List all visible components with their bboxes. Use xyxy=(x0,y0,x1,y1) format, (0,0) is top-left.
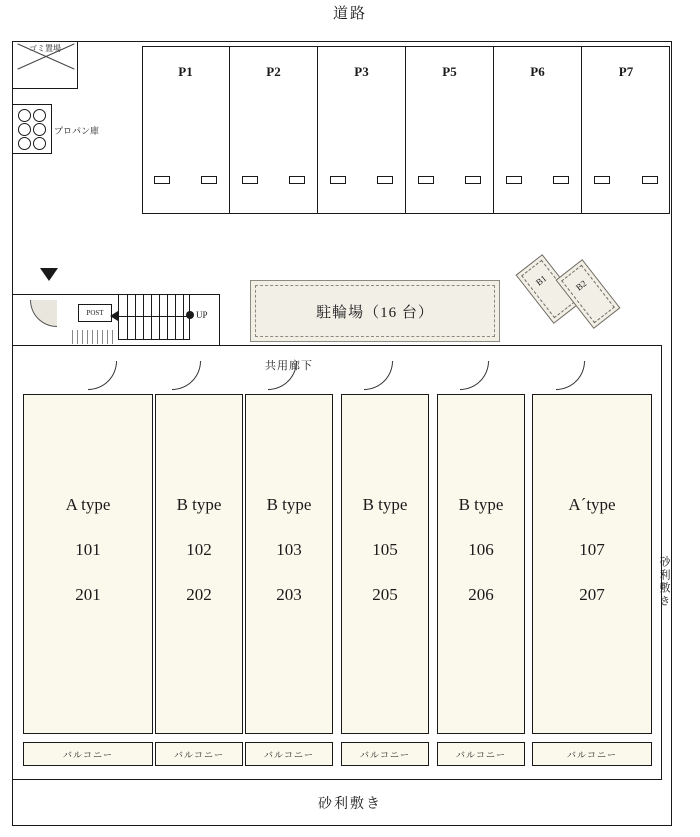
parking-space-p1 xyxy=(142,46,230,214)
parking-space-label: P3 xyxy=(354,64,369,79)
unit-106-206[interactable] xyxy=(437,394,525,734)
unit-room-lower: 101 xyxy=(75,540,101,559)
unit-room-lower: 107 xyxy=(579,540,605,559)
trash-area xyxy=(12,41,78,89)
balcony-101: バルコニー xyxy=(23,742,153,766)
wheel-stopper xyxy=(289,176,305,184)
stair-up-label: UP xyxy=(196,310,208,320)
parking-space-label: P6 xyxy=(530,64,545,79)
unit-room-lower: 106 xyxy=(468,540,494,559)
parking-space-p2 xyxy=(230,46,318,214)
parking-space-label: P5 xyxy=(442,64,457,79)
road-label: 道路 xyxy=(332,6,367,22)
balcony-102: バルコニー xyxy=(155,742,243,766)
gravel-area-right-label: 砂利敷き xyxy=(658,556,670,608)
staircase xyxy=(118,294,190,340)
stair-step xyxy=(175,295,176,339)
stair-step xyxy=(143,295,144,339)
unit-type-label: A´type xyxy=(568,495,616,514)
shared-corridor-label: 共用廊下 xyxy=(262,357,316,373)
gravel-area-bottom-label: 砂利敷き xyxy=(318,797,382,812)
parking-space-p7 xyxy=(582,46,670,214)
wheel-stopper xyxy=(242,176,258,184)
unit-room-lower: 105 xyxy=(372,540,398,559)
parking-space-p3 xyxy=(318,46,406,214)
stair-direction-line xyxy=(112,316,188,317)
unit-103-203[interactable] xyxy=(245,394,333,734)
bike-box-label: B2 xyxy=(574,278,589,293)
wheel-stopper xyxy=(506,176,522,184)
propane-tank-icon xyxy=(33,123,46,136)
unit-107-207[interactable] xyxy=(532,394,652,734)
unit-101-201[interactable] xyxy=(23,394,153,734)
unit-type-label: B type xyxy=(458,495,504,514)
unit-room-lower: 102 xyxy=(186,540,212,559)
unit-room-upper: 202 xyxy=(186,585,212,604)
unit-type-label: A type xyxy=(65,495,111,514)
balcony-107: バルコニー xyxy=(532,742,652,766)
propane-storage xyxy=(12,104,52,154)
wheel-stopper xyxy=(594,176,610,184)
wheel-stopper xyxy=(154,176,170,184)
stair-step xyxy=(183,295,184,339)
wheel-stopper xyxy=(330,176,346,184)
propane-tank-icon xyxy=(33,109,46,122)
bicycle-parking-label: 駐輪場（16 台） xyxy=(316,304,434,321)
unit-type-label: B type xyxy=(362,495,408,514)
stair-direction-arrow-icon xyxy=(110,311,118,321)
unit-room-upper: 205 xyxy=(372,585,398,604)
wheel-stopper xyxy=(418,176,434,184)
stair-step xyxy=(127,295,128,339)
post-box: POST xyxy=(78,304,112,322)
trash-area-label: ゴミ置場 xyxy=(29,44,61,53)
parking-space-label: P2 xyxy=(266,64,281,79)
parking-space-label: P7 xyxy=(618,64,634,79)
propane-tank-icon xyxy=(18,137,31,150)
wheel-stopper xyxy=(642,176,658,184)
unit-102-202[interactable] xyxy=(155,394,243,734)
unit-room-upper: 201 xyxy=(75,585,101,604)
parking-space-p6 xyxy=(494,46,582,214)
entrance-arrow-icon xyxy=(40,268,58,281)
unit-room-upper: 206 xyxy=(468,585,494,604)
unit-room-lower: 103 xyxy=(276,540,302,559)
unit-105-205[interactable] xyxy=(341,394,429,734)
wheel-stopper xyxy=(553,176,569,184)
wheel-stopper xyxy=(465,176,481,184)
bike-box-label: B1 xyxy=(534,273,549,288)
unit-room-upper: 203 xyxy=(276,585,302,604)
propane-tank-icon xyxy=(33,137,46,150)
balcony-105: バルコニー xyxy=(341,742,429,766)
stair-step xyxy=(159,295,160,339)
propane-tank-icon xyxy=(18,109,31,122)
propane-storage-label: プロパン庫 xyxy=(54,126,100,136)
stair-step xyxy=(135,295,136,339)
entrance-hatch xyxy=(72,330,114,344)
parking-space-label: P1 xyxy=(178,64,193,79)
unit-type-label: B type xyxy=(266,495,312,514)
stair-origin-dot-icon xyxy=(186,311,194,319)
stair-step xyxy=(167,295,168,339)
balcony-106: バルコニー xyxy=(437,742,525,766)
balcony-103: バルコニー xyxy=(245,742,333,766)
parking-space-p5 xyxy=(406,46,494,214)
wheel-stopper xyxy=(201,176,217,184)
unit-room-upper: 207 xyxy=(579,585,605,604)
unit-type-label: B type xyxy=(176,495,222,514)
propane-tank-icon xyxy=(18,123,31,136)
stair-step xyxy=(151,295,152,339)
wheel-stopper xyxy=(377,176,393,184)
